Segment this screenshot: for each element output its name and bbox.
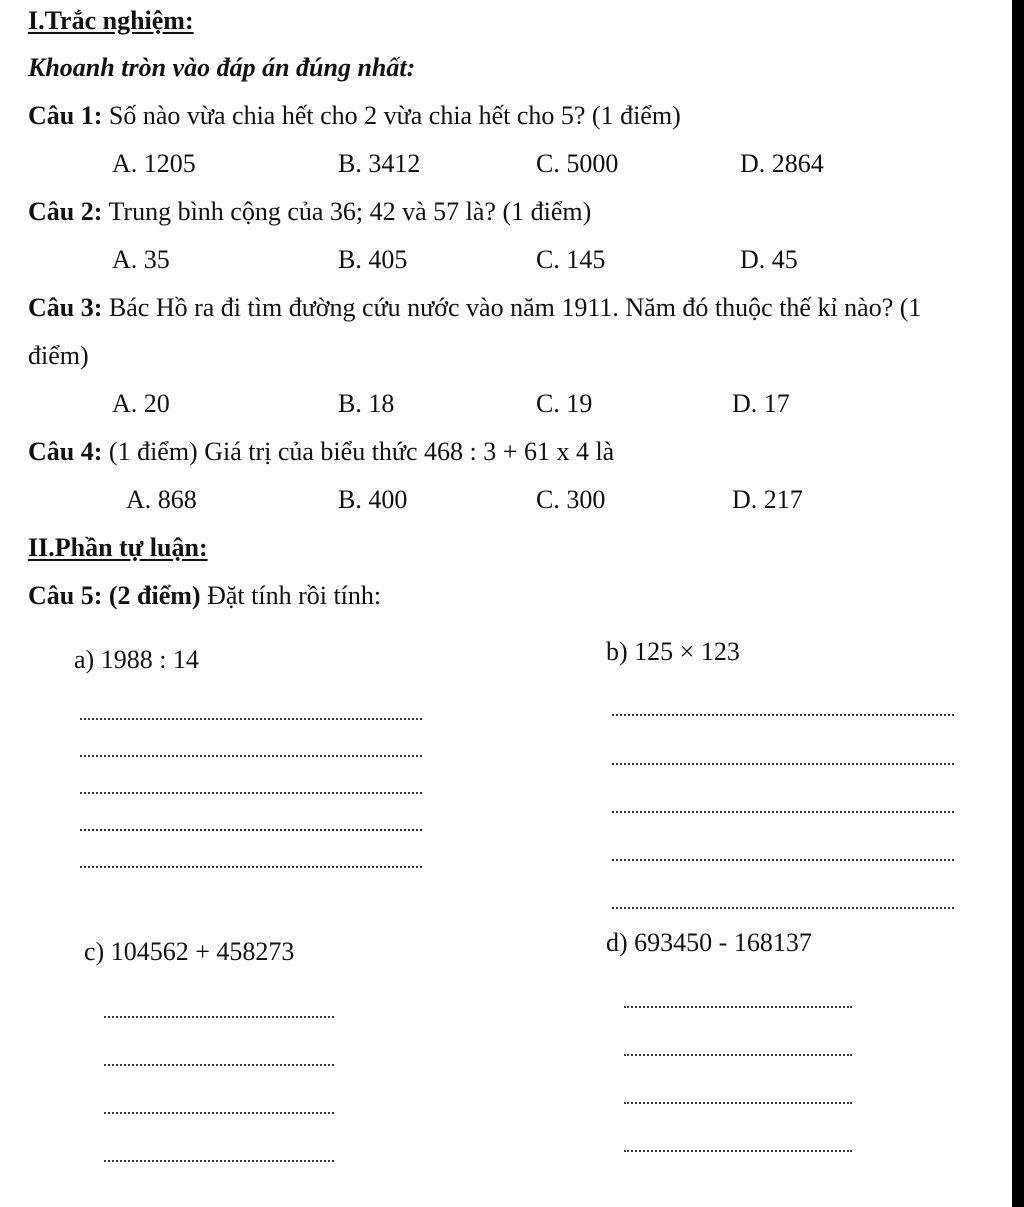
q4-option-a[interactable]: A. 868	[126, 485, 197, 514]
q1-option-a[interactable]: A. 1205	[112, 149, 196, 178]
calc-b-label: b)	[606, 637, 628, 666]
question-5	[28, 581, 381, 611]
calc-c-answer-line[interactable]	[104, 1016, 334, 1018]
part1-heading: I.Trắc nghiệm:	[28, 6, 194, 35]
question-3-label: Câu 3:	[28, 293, 103, 322]
question-2-text: Trung bình cộng của 36; 42 và 57 là? (1 điểm)	[108, 197, 592, 226]
calc-c-expression: 104562 + 458273	[110, 937, 295, 966]
q4-option-c[interactable]: C. 300	[536, 485, 606, 514]
calc-c-answer-line[interactable]	[104, 1112, 334, 1114]
calc-d-answer-line[interactable]	[624, 1006, 852, 1008]
calc-c-answer-line[interactable]	[104, 1064, 334, 1066]
calc-b-answer-line[interactable]	[612, 763, 954, 765]
q2-option-c[interactable]: C. 145	[536, 245, 606, 274]
question-3-text: Bác Hồ ra đi tìm đường cứu nước vào năm 1911. Năm đó thuộc thế kỉ nào? (1	[108, 293, 922, 322]
question-4-label: Câu 4:	[28, 437, 103, 466]
question-1	[28, 101, 681, 131]
calc-d-label: d)	[606, 928, 628, 957]
q2-option-b[interactable]: B. 405	[338, 245, 408, 274]
calc-d-answer-line[interactable]	[624, 1054, 852, 1056]
question-2-label: Câu 2:	[28, 197, 103, 226]
calc-d-answer-line[interactable]	[624, 1102, 852, 1104]
q1-option-d[interactable]: D. 2864	[740, 149, 824, 178]
question-4-text: (1 điểm) Giá trị của biểu thức 468 : 3 + 61 x 4 là	[108, 437, 615, 466]
calc-a-expression: 1988 : 14	[100, 645, 199, 674]
q4-option-b[interactable]: B. 400	[338, 485, 408, 514]
q1-option-c[interactable]: C. 5000	[536, 149, 619, 178]
question-1-label: Câu 1:	[28, 101, 103, 130]
calc-b	[606, 637, 740, 667]
question-2	[28, 197, 591, 227]
q3-option-c[interactable]: C. 19	[536, 389, 593, 418]
calc-a-answer-line[interactable]	[80, 755, 422, 757]
calc-a-answer-line[interactable]	[80, 829, 422, 831]
q1-option-b[interactable]: B. 3412	[338, 149, 421, 178]
calc-d-expression: 693450 - 168137	[634, 928, 812, 957]
question-4	[28, 437, 614, 467]
calc-d-answer-line[interactable]	[624, 1150, 852, 1152]
calc-a-label: a)	[74, 645, 95, 674]
q2-option-d[interactable]: D. 45	[740, 245, 798, 274]
q2-option-a[interactable]: A. 35	[112, 245, 170, 274]
calc-a-answer-line[interactable]	[80, 866, 422, 868]
calc-a	[74, 645, 199, 675]
calc-c-label: c)	[84, 937, 105, 966]
calc-b-answer-line[interactable]	[612, 907, 954, 909]
calc-b-answer-line[interactable]	[612, 859, 954, 861]
calc-b-answer-line[interactable]	[612, 714, 954, 716]
calc-c	[84, 937, 294, 967]
q3-option-b[interactable]: B. 18	[338, 389, 395, 418]
calc-b-answer-line[interactable]	[612, 811, 954, 813]
question-5-label: Câu 5: (2 điểm)	[28, 581, 201, 610]
question-1-text: Số nào vừa chia hết cho 2 vừa chia hết cho 5? (1 điểm)	[108, 101, 681, 130]
q3-option-a[interactable]: A. 20	[112, 389, 170, 418]
calc-a-answer-line[interactable]	[80, 718, 422, 720]
question-3-text-continued: điểm)	[28, 341, 89, 370]
calc-a-answer-line[interactable]	[80, 792, 422, 794]
part2-heading: II.Phần tự luận:	[28, 533, 208, 562]
calc-c-answer-line[interactable]	[104, 1160, 334, 1162]
q3-option-d[interactable]: D. 17	[732, 389, 790, 418]
calc-b-expression: 125 × 123	[634, 637, 740, 666]
q4-option-d[interactable]: D. 217	[732, 485, 803, 514]
part1-instruction: Khoanh tròn vào đáp án đúng nhất:	[28, 53, 416, 82]
calc-d	[606, 928, 812, 958]
question-3	[28, 293, 921, 323]
question-5-text: Đặt tính rồi tính:	[207, 581, 382, 610]
